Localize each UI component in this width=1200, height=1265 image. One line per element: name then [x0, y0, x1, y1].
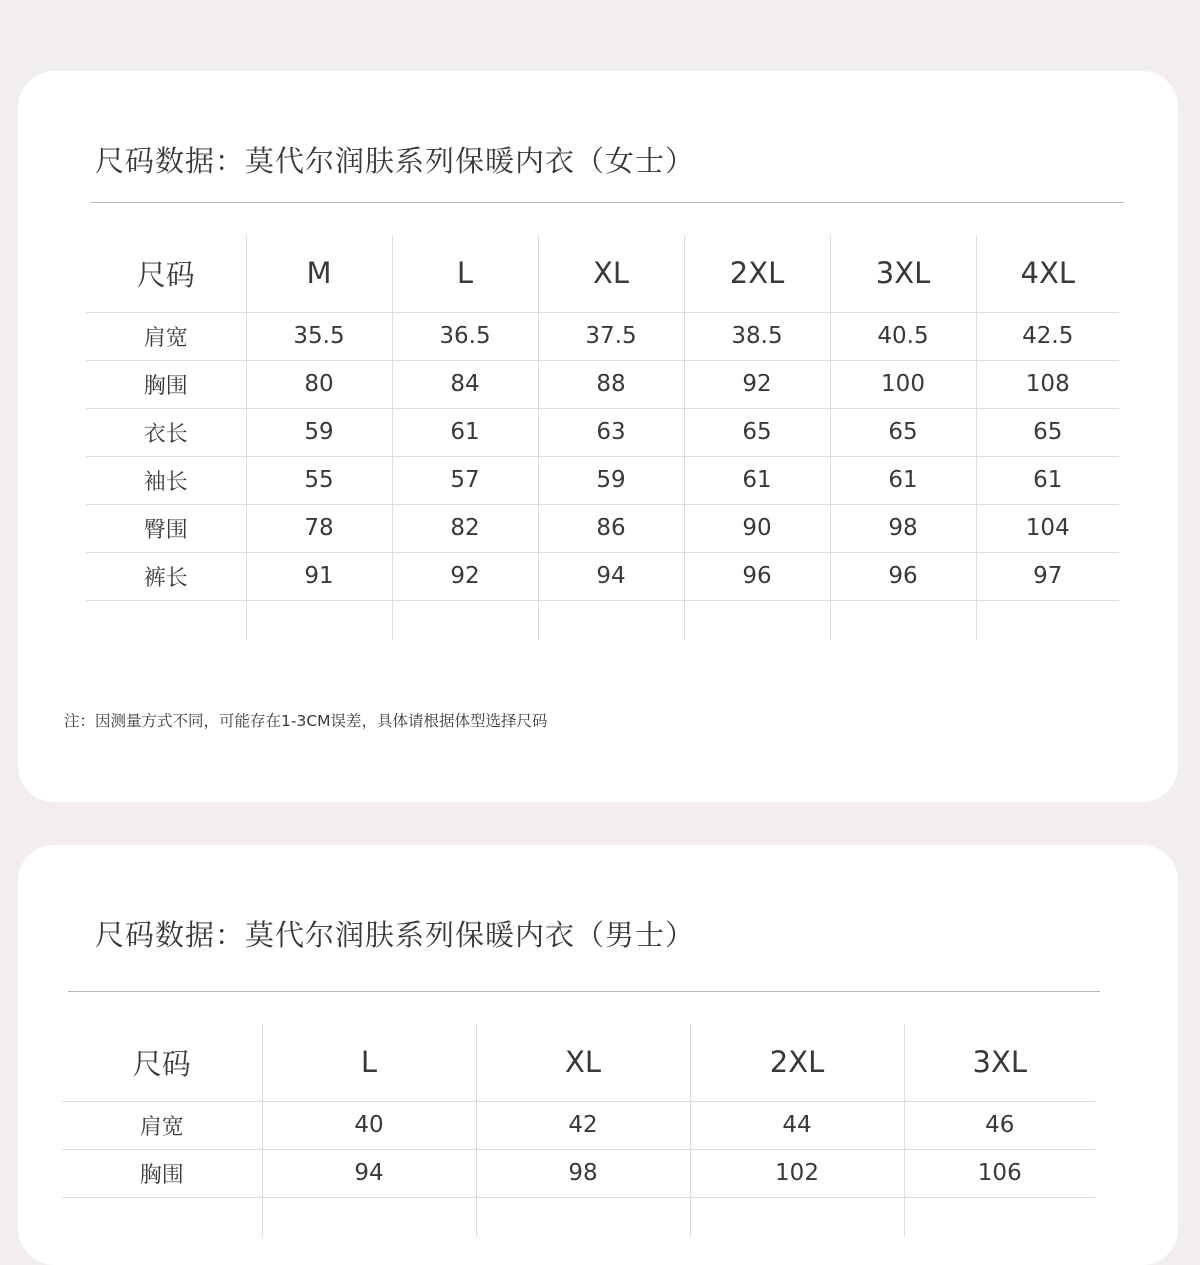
row-label: 臀围 — [86, 504, 246, 552]
women-title-divider — [91, 202, 1124, 203]
table-cell: 46 — [904, 1101, 1095, 1149]
men-size-card — [18, 845, 1178, 1265]
men-title-divider — [68, 991, 1100, 992]
table-cell: 94 — [538, 552, 684, 600]
table-cell: 59 — [246, 408, 392, 456]
table-cell: 38.5 — [684, 312, 830, 360]
row-label: 衣长 — [86, 408, 246, 456]
row-label: 袖长 — [86, 456, 246, 504]
empty-cell — [86, 600, 246, 640]
size-header-label: 尺码 — [62, 1024, 262, 1101]
table-cell: 97 — [976, 552, 1119, 600]
table-cell: 40 — [262, 1101, 476, 1149]
table-cell: 42.5 — [976, 312, 1119, 360]
size-col-header: 2XL — [684, 235, 830, 312]
table-cell: 61 — [830, 456, 976, 504]
table-cell: 108 — [976, 360, 1119, 408]
table-cell: 96 — [830, 552, 976, 600]
table-cell: 104 — [976, 504, 1119, 552]
table-cell: 102 — [690, 1149, 904, 1197]
women-size-card — [18, 71, 1178, 802]
empty-cell — [830, 600, 976, 640]
table-cell: 82 — [392, 504, 538, 552]
table-header-row — [86, 235, 1119, 312]
table-cell: 78 — [246, 504, 392, 552]
table-cell: 80 — [246, 360, 392, 408]
table-cell: 86 — [538, 504, 684, 552]
table-cell: 84 — [392, 360, 538, 408]
table-row — [62, 1149, 1095, 1197]
table-cell: 90 — [684, 504, 830, 552]
table-cell: 42 — [476, 1101, 690, 1149]
size-col-header: XL — [538, 235, 684, 312]
table-header-row — [62, 1024, 1095, 1101]
table-cell: 65 — [976, 408, 1119, 456]
empty-cell — [976, 600, 1119, 640]
empty-cell — [62, 1197, 262, 1237]
women-size-title: 尺码数据：莫代尔润肤系列保暖内衣（女士） — [95, 144, 696, 178]
table-row — [86, 504, 1119, 552]
empty-cell — [246, 600, 392, 640]
table-spacer-row — [62, 1197, 1095, 1237]
size-col-header: 4XL — [976, 235, 1119, 312]
size-col-header: XL — [476, 1024, 690, 1101]
table-cell: 65 — [830, 408, 976, 456]
table-cell: 55 — [246, 456, 392, 504]
table-row — [86, 360, 1119, 408]
empty-cell — [904, 1197, 1095, 1237]
empty-cell — [684, 600, 830, 640]
table-cell: 35.5 — [246, 312, 392, 360]
women-size-table — [86, 235, 1119, 640]
table-cell: 61 — [684, 456, 830, 504]
table-cell: 61 — [976, 456, 1119, 504]
size-col-header: L — [392, 235, 538, 312]
table-cell: 98 — [830, 504, 976, 552]
table-cell: 57 — [392, 456, 538, 504]
table-cell: 92 — [392, 552, 538, 600]
row-label: 胸围 — [86, 360, 246, 408]
size-col-header: 3XL — [830, 235, 976, 312]
table-cell: 98 — [476, 1149, 690, 1197]
empty-cell — [538, 600, 684, 640]
table-cell: 59 — [538, 456, 684, 504]
table-cell: 36.5 — [392, 312, 538, 360]
size-col-header: M — [246, 235, 392, 312]
table-cell: 100 — [830, 360, 976, 408]
empty-cell — [262, 1197, 476, 1237]
measurement-note: 注：因测量方式不同，可能存在1-3CM误差，具体请根据体型选择尺码 — [64, 712, 548, 730]
table-row — [86, 408, 1119, 456]
men-size-title: 尺码数据：莫代尔润肤系列保暖内衣（男士） — [95, 918, 696, 952]
table-cell: 96 — [684, 552, 830, 600]
table-cell: 91 — [246, 552, 392, 600]
table-cell: 37.5 — [538, 312, 684, 360]
table-cell: 44 — [690, 1101, 904, 1149]
size-col-header: 3XL — [904, 1024, 1095, 1101]
table-row — [86, 312, 1119, 360]
table-row — [86, 456, 1119, 504]
empty-cell — [392, 600, 538, 640]
table-cell: 94 — [262, 1149, 476, 1197]
size-col-header: L — [262, 1024, 476, 1101]
table-cell: 106 — [904, 1149, 1095, 1197]
row-label: 胸围 — [62, 1149, 262, 1197]
men-size-table — [62, 1024, 1095, 1237]
table-row — [62, 1101, 1095, 1149]
size-col-header: 2XL — [690, 1024, 904, 1101]
size-header-label: 尺码 — [86, 235, 246, 312]
table-cell: 65 — [684, 408, 830, 456]
row-label: 裤长 — [86, 552, 246, 600]
table-cell: 92 — [684, 360, 830, 408]
table-cell: 63 — [538, 408, 684, 456]
table-spacer-row — [86, 600, 1119, 640]
table-cell: 88 — [538, 360, 684, 408]
empty-cell — [476, 1197, 690, 1237]
table-row — [86, 552, 1119, 600]
row-label: 肩宽 — [62, 1101, 262, 1149]
table-cell: 40.5 — [830, 312, 976, 360]
table-cell: 61 — [392, 408, 538, 456]
empty-cell — [690, 1197, 904, 1237]
row-label: 肩宽 — [86, 312, 246, 360]
